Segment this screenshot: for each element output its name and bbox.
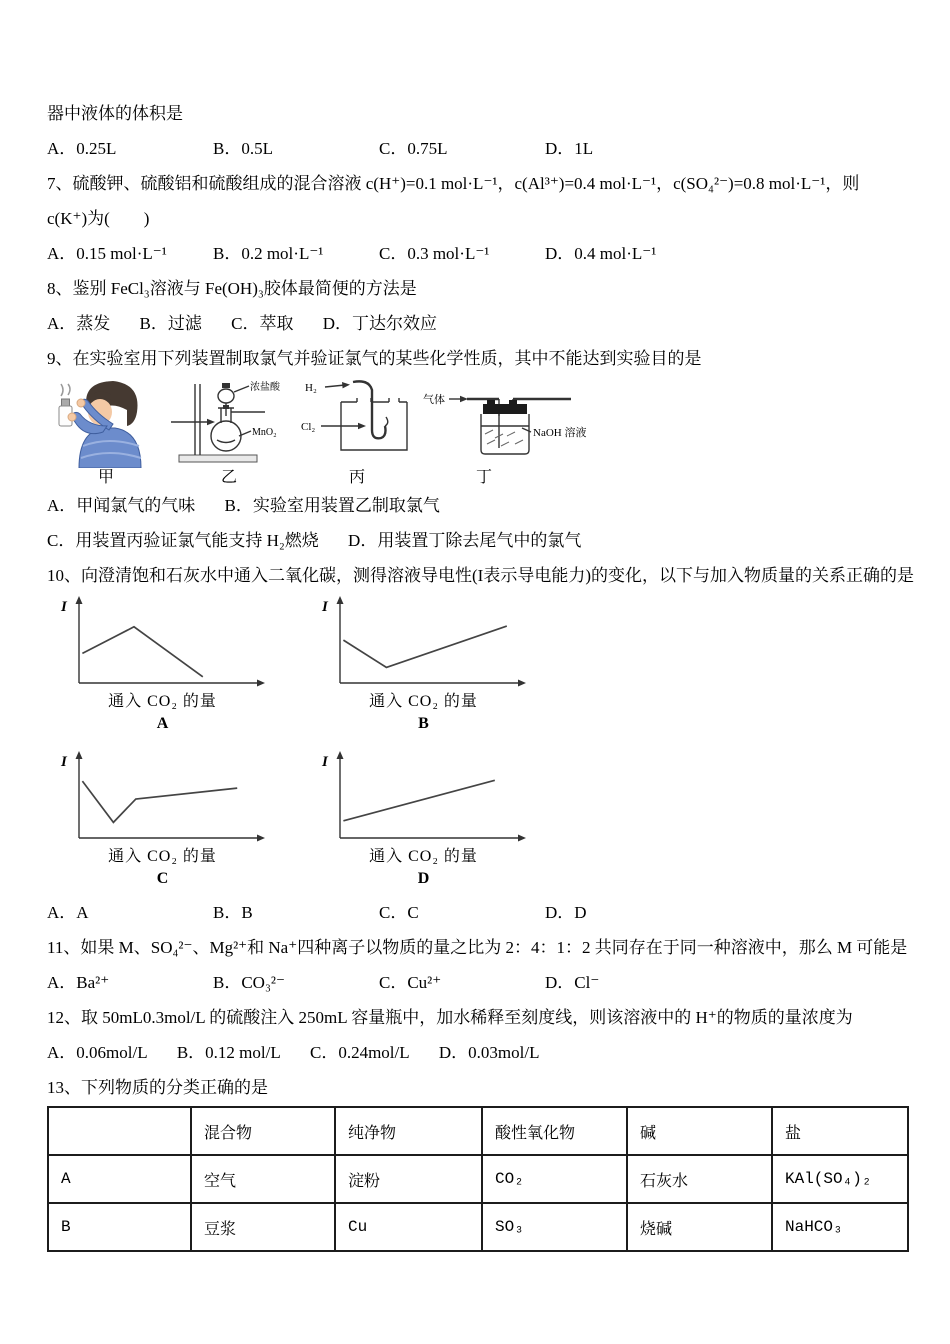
ding-solution-label: NaOH 溶液 [533, 427, 587, 439]
graph-C-curve [82, 781, 237, 822]
apparatus-jia-label: 甲 [97, 469, 114, 486]
q8-option-b: B．过滤 [139, 314, 202, 333]
row-A-salt: KAl(SO₄)₂ [772, 1155, 908, 1203]
table-header-base: 碱 [627, 1107, 772, 1155]
graph-A-letter: A [156, 715, 169, 732]
graph-D-curve [343, 780, 494, 821]
question-9-apparatus-figure [47, 376, 910, 488]
apparatus-bing-gasjar-illustration [293, 376, 421, 488]
table-header-mixture: 混合物 [191, 1107, 335, 1155]
graph-D [316, 748, 531, 891]
question-9-stem: 9、在实验室用下列装置制取氯气并验证氯气的某些化学性质，其中不能达到实验目的是 [47, 349, 702, 368]
q6-option-a: A．0.25L [47, 139, 117, 158]
table-row-B [48, 1203, 908, 1251]
q7-option-d: D．0.4 mol·L⁻¹ [545, 244, 657, 263]
graph-A [55, 593, 270, 736]
q8-option-a: A．蒸发 [47, 314, 111, 333]
question-10-options [47, 895, 910, 930]
table-header-acidic-oxide: 酸性氧化物 [482, 1107, 627, 1155]
row-B-base: 烧碱 [627, 1203, 772, 1251]
graph-C [55, 748, 270, 891]
table-row-A [48, 1155, 908, 1203]
q12-option-a: A．0.06mol/L [47, 1043, 148, 1062]
graph-A-xaxis-label: 通入 CO₂ 的量 [108, 693, 217, 710]
q10-option-b: B．B [213, 903, 253, 922]
question-11-options [47, 965, 910, 1000]
row-A-base: 石灰水 [627, 1155, 772, 1203]
graph-C-yaxis-label: I [61, 754, 67, 770]
yi-funnel-reagent-label: 浓盐酸 [250, 382, 280, 393]
q7-option-c: C．0.3 mol·L⁻¹ [379, 244, 490, 263]
question-6-options [47, 131, 910, 166]
question-9-options-row2 [47, 523, 910, 558]
q9-option-b: B．实验室用装置乙制取氯气 [224, 496, 440, 515]
table-header-salt: 盐 [772, 1107, 908, 1155]
graph-D-xaxis-label: 通入 CO₂ 的量 [369, 848, 478, 865]
question-12-stem: 12、取 50mL0.3mol/L 的硫酸注入 250mL 容量瓶中，加水稀释至刻度线，则该溶液中的 H⁺的物质的量浓度为 [47, 1008, 853, 1027]
apparatus-bing-label: 丙 [348, 469, 365, 486]
ding-gas-label: 气体 [423, 394, 445, 406]
q6-option-b: B．0.5L [213, 139, 273, 158]
conductivity-graphs-row2 [55, 748, 910, 891]
row-B-label: B [48, 1203, 191, 1251]
q9-option-a: A．甲闻氯气的气味 [47, 496, 196, 515]
q8-option-d: D．丁达尔效应 [322, 314, 437, 333]
q6-option-c: C．0.75L [379, 139, 448, 158]
apparatus-yi-label: 乙 [220, 469, 237, 486]
bing-h2-label: H₂ [305, 382, 317, 394]
table-header-pure: 纯净物 [335, 1107, 482, 1155]
question-11-stem: 11、如果 M、SO₄²⁻、Mg²⁺和 Na⁺四种离子以物质的量之比为 2：4：1：2 共同存在于同一种溶液中，那么 M 可能是 [47, 938, 908, 957]
apparatus-ding-washbottle-illustration [421, 376, 593, 488]
graph-B-letter: B [418, 715, 429, 732]
yi-flask-reagent-label: MnO₂ [252, 427, 277, 438]
question-7-stem-line1: 7、硫酸钾、硫酸铝和硫酸组成的混合溶液 c(H⁺)=0.1 mol·L⁻¹，c(Al³⁺)=0.4 mol·L⁻¹，c(SO₄²⁻)=0.8 mol·L⁻¹，则 [47, 174, 860, 193]
q7-option-b: B．0.2 mol·L⁻¹ [213, 244, 324, 263]
graph-D-letter: D [417, 870, 430, 887]
question-12-options [47, 1035, 910, 1070]
q10-option-a: A．A [47, 903, 89, 922]
table-header-row [48, 1107, 908, 1155]
q11-option-b: B．CO₃²⁻ [213, 973, 285, 992]
conductivity-graphs-row1 [55, 593, 910, 736]
q12-option-b: B．0.12 mol/L [176, 1043, 281, 1062]
classification-table [47, 1106, 909, 1252]
row-A-label: A [48, 1155, 191, 1203]
row-A-mixture: 空气 [191, 1155, 335, 1203]
graph-D-yaxis-label: I [322, 754, 328, 770]
row-B-mixture: 豆浆 [191, 1203, 335, 1251]
apparatus-yi-generator-illustration [165, 376, 293, 488]
graph-B [316, 593, 531, 736]
row-B-acidic-oxide: SO₃ [482, 1203, 627, 1251]
q9-option-d: D．用装置丁除去尾气中的氯气 [348, 531, 582, 550]
graph-B-xaxis-label: 通入 CO₂ 的量 [369, 693, 478, 710]
q11-option-c: C．Cu²⁺ [379, 973, 442, 992]
row-A-pure: 淀粉 [335, 1155, 482, 1203]
q11-option-a: A．Ba²⁺ [47, 973, 110, 992]
q8-option-c: C．萃取 [231, 314, 294, 333]
question-9-options-row1 [47, 488, 910, 523]
question-8-options [47, 306, 910, 341]
question-8-stem: 8、鉴别 FeCl₃溶液与 Fe(OH)₃胶体最简便的方法是 [47, 279, 417, 298]
q10-option-c: C．C [379, 903, 419, 922]
q6-option-d: D．1L [545, 139, 594, 158]
question-10-stem: 10、向澄清饱和石灰水中通入二氧化碳，测得溶液导电性(I表示导电能力)的变化，以下与加入物质量的关系正确的是 [47, 566, 914, 585]
graph-C-xaxis-label: 通入 CO₂ 的量 [108, 848, 217, 865]
row-B-salt: NaHCO₃ [772, 1203, 908, 1251]
q7-option-a: A．0.15 mol·L⁻¹ [47, 244, 167, 263]
question-13-stem: 13、下列物质的分类正确的是 [47, 1078, 268, 1097]
question-7-options [47, 236, 910, 271]
graph-B-curve [343, 626, 506, 667]
question-7-stem-line2: c(K⁺)为( ) [47, 209, 150, 228]
graph-A-yaxis-label: I [61, 599, 67, 615]
q12-option-d: D．0.03mol/L [438, 1043, 540, 1062]
row-A-acidic-oxide: CO₂ [482, 1155, 627, 1203]
graph-A-curve [82, 627, 202, 677]
q10-option-d: D．D [545, 903, 587, 922]
question-6-fragment: 器中液体的体积是 [47, 104, 183, 123]
q12-option-c: C．0.24mol/L [310, 1043, 410, 1062]
row-B-pure: Cu [335, 1203, 482, 1251]
graph-B-yaxis-label: I [322, 599, 328, 615]
apparatus-ding-label: 丁 [476, 469, 493, 486]
q11-option-d: D．Cl⁻ [545, 973, 600, 992]
q9-option-c: C．用装置丙验证氯气能支持 H₂燃烧 [47, 531, 319, 550]
table-header-blank [48, 1107, 191, 1155]
apparatus-jia-smelling-illustration [47, 376, 165, 488]
bing-cl2-label: Cl₂ [301, 421, 316, 433]
graph-C-letter: C [156, 870, 169, 887]
